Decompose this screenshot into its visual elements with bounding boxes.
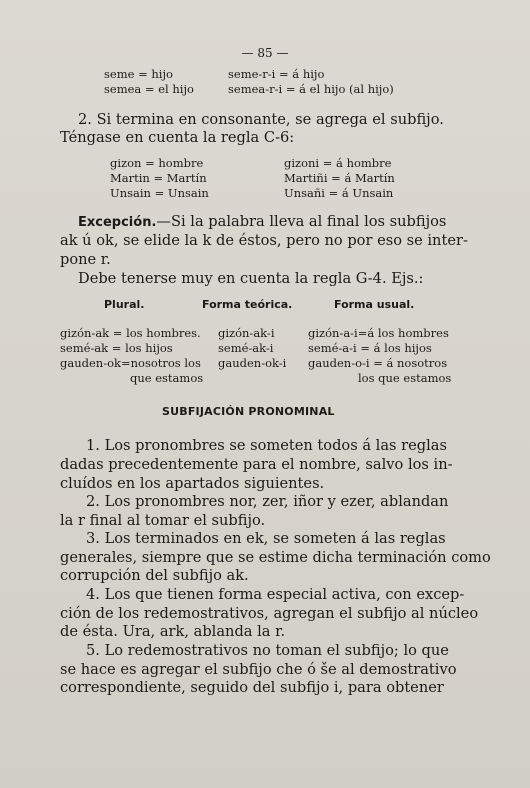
exception-line3: pone r. [60, 251, 111, 268]
table-cell: gauden-ok=nosotros los [60, 356, 201, 370]
table-cell: gizón-ak-i [218, 326, 275, 340]
example-right: Martiñi = á Martín [284, 171, 395, 185]
example-right: seme-r-i = á hijo [228, 67, 325, 81]
exception-line4: Debe tenerse muy en cuenta la regla G-4. Ejs.: [78, 270, 424, 287]
rule-1-line1: 1. Los pronombres se someten todos á las reglas [86, 437, 447, 454]
table-header: Plural. [104, 298, 145, 311]
example-left: semea = el hijo [104, 82, 194, 96]
exception-text: —Si la palabra lleva al final los subfijos [156, 213, 447, 230]
example-left: Unsain = Unsain [110, 186, 209, 200]
exception-label: Excepción. [78, 215, 157, 230]
example-right: Unsañi = á Unsain [284, 186, 394, 200]
rule-3-line3: corrupción del subfijo ak. [60, 567, 249, 584]
table-cell: gauden-ok-i [218, 356, 287, 370]
table-header: Forma usual. [334, 298, 415, 311]
table-header: Forma teórica. [202, 298, 293, 311]
rule-4-line2: ción de los redemostrativos, agregan el subfijo al núcleo [60, 605, 479, 622]
rule-2-line2: la r final al tomar el subfijo. [60, 512, 266, 529]
rule-4-line1: 4. Los que tienen forma especial activa, con excep- [86, 586, 465, 603]
rule-5-line2: se hace es agregar el subfijo che ó še al demostrativo [60, 661, 457, 678]
example-left: seme = hijo [104, 67, 173, 81]
rule-5-line1: 5. Lo redemostrativos no toman el subfijo; lo que [86, 642, 449, 659]
example-right: semea-r-i = á el hijo (al hijo) [228, 82, 394, 96]
rule-3-line1: 3. Los terminados en ek, se someten á las reglas [86, 530, 446, 547]
example-left: Martin = Martín [110, 171, 207, 185]
section-title: SUBFIJACIÓN PRONOMINAL [162, 405, 335, 418]
table-cell: que estamos [130, 371, 204, 385]
table-cell: semé-a-i = á los hijos [308, 341, 432, 355]
table-cell: gauden-o-i = á nosotros [308, 356, 448, 370]
example-left: gizon = hombre [110, 156, 204, 170]
exception-line2: ak ú ok, se elide la k de éstos, pero no por eso se inter- [60, 232, 468, 249]
rule-2-line1: 2. Si termina en consonante, se agrega el subfijo. [78, 111, 444, 128]
rule-3-line2: generales, siempre que se estime dicha terminación como [60, 549, 491, 566]
exception-line1 [78, 212, 446, 232]
table-cell: los que estamos [358, 371, 452, 385]
table-cell: gizón-a-i=á los hombres [308, 326, 449, 340]
table-cell: semé-ak = los hijos [60, 341, 173, 355]
rule-2-line1: 2. Los pronombres nor, zer, iñor y ezer, ablandan [86, 493, 449, 510]
rule-1-line3: cluídos en los apartados siguientes. [60, 475, 325, 492]
rule-1-line2: dadas precedentemente para el nombre, salvo los in- [60, 456, 453, 473]
table-cell: semé-ak-i [218, 341, 274, 355]
rule-5-line3: correspondiente, seguido del subfijo i, para obtener [60, 679, 444, 696]
page-number: — 85 — [241, 46, 289, 60]
example-right: gizoni = á hombre [284, 156, 392, 170]
rule-4-line3: de ésta. Ura, ark, ablanda la r. [60, 623, 286, 640]
rule-2-line2: Téngase en cuenta la regla C-6: [60, 129, 295, 146]
table-cell: gizón-ak = los hombres. [60, 326, 201, 340]
